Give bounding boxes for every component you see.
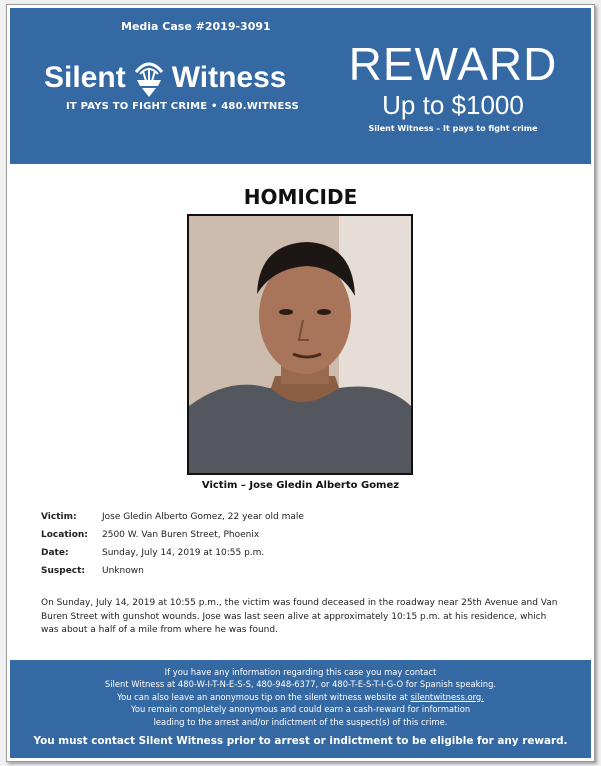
logo-tagline: IT PAYS TO FIGHT CRIME • 480.WITNESS bbox=[66, 101, 299, 112]
reward-amount: Up to $1000 bbox=[382, 90, 524, 120]
fact-row-location bbox=[41, 530, 304, 548]
photo-caption: Victim – Jose Gledin Alberto Gomez bbox=[201, 480, 400, 491]
reward-heading: REWARD bbox=[348, 38, 558, 90]
fact-row-victim bbox=[41, 512, 304, 530]
fact-row-suspect bbox=[41, 566, 304, 584]
victim-portrait-image bbox=[189, 216, 411, 473]
footer-line bbox=[10, 691, 591, 703]
fact-row-date bbox=[41, 548, 304, 566]
flyer-page bbox=[6, 4, 595, 762]
case-type-title: HOMICIDE bbox=[243, 185, 358, 209]
footer-line: You remain completely anonymous and could earn a cash-reward for information bbox=[130, 704, 471, 715]
media-case-number: Media Case #2019-3091 bbox=[121, 20, 271, 33]
fact-value: Sunday, July 14, 2019 at 10:55 p.m. bbox=[102, 548, 265, 558]
footer-line: Silent Witness at 480-W-I-T-N-E-S-S, 480-948-6377, or 480-T-E-S-T-I-G-O for Spanish speaking. bbox=[104, 679, 497, 690]
logo-text-witness: Witness bbox=[171, 61, 287, 94]
fact-value: Unknown bbox=[102, 566, 144, 576]
fact-label: Location: bbox=[41, 530, 88, 540]
header-banner bbox=[10, 8, 591, 164]
fact-value: 2500 W. Van Buren Street, Phoenix bbox=[102, 530, 260, 540]
footer-line: leading to the arrest and/or indictment of the suspect(s) of this crime. bbox=[153, 716, 448, 727]
silent-witness-logo bbox=[44, 58, 286, 98]
footer-line-text: You can also leave an anonymous tip on the silent witness website at bbox=[117, 691, 408, 702]
website-link[interactable]: silentwitness.org. bbox=[410, 691, 484, 702]
case-narrative: On Sunday, July 14, 2019 at 10:55 p.m., the victim was found deceased in the roadway near 25th Avenue and Van Buren Street with gunshot wounds. Jose was last seen alive at approximately 10:15 p.m. at his residence, which was about a half of a mile from where he was found. bbox=[41, 598, 558, 635]
reward-tagline: Silent Witness – It pays to fight crime bbox=[368, 124, 538, 133]
footer-banner bbox=[10, 660, 591, 758]
fact-label: Suspect: bbox=[41, 566, 86, 576]
reward-eligibility-notice: You must contact Silent Witness prior to arrest or indictment to be eligible for any reward. bbox=[33, 735, 568, 748]
logo-text-silent: Silent bbox=[44, 61, 126, 94]
footer-line: If you have any information regarding this case you may contact bbox=[164, 667, 437, 677]
victim-photo bbox=[187, 214, 413, 475]
fact-value: Jose Gledin Alberto Gomez, 22 year old male bbox=[102, 512, 304, 522]
case-facts bbox=[41, 512, 304, 584]
fact-label: Victim: bbox=[41, 512, 77, 522]
fact-label: Date: bbox=[41, 548, 69, 558]
sun-emblem-icon bbox=[132, 58, 166, 98]
